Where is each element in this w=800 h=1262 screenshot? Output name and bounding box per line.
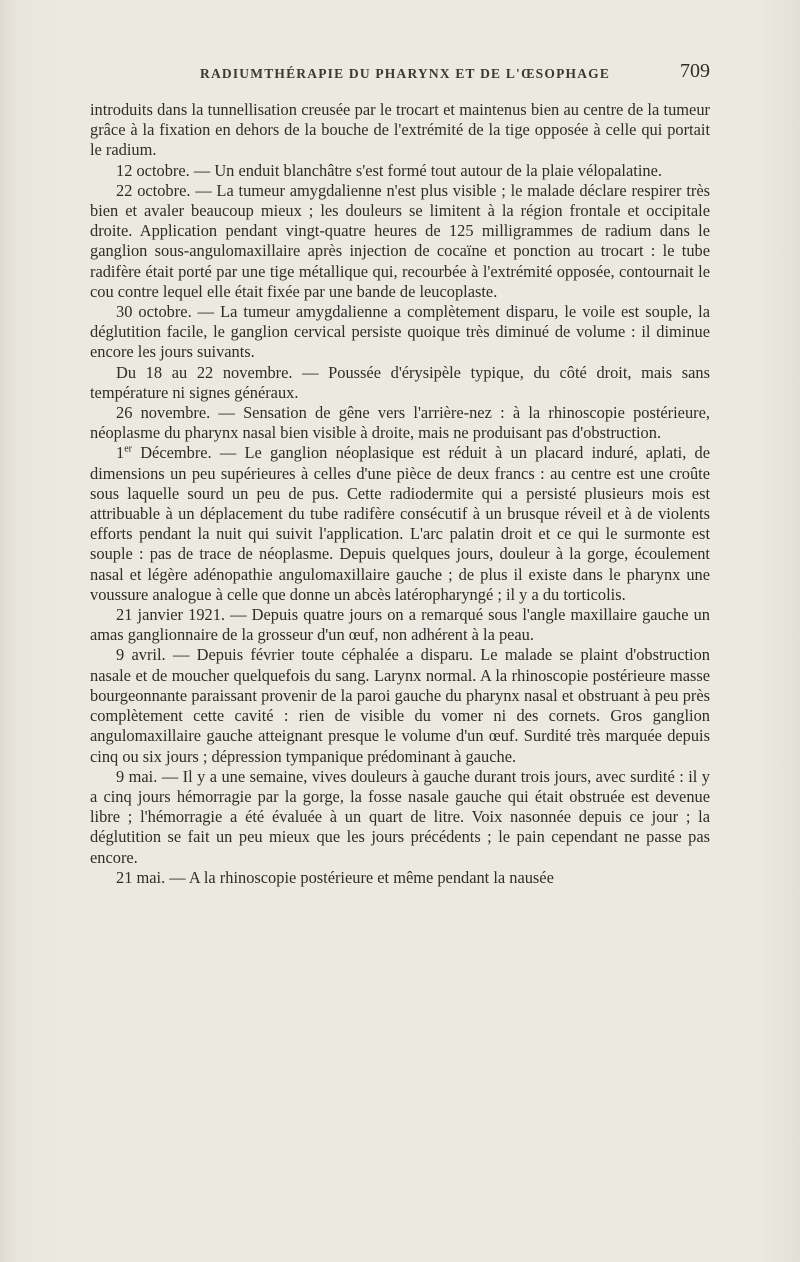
paragraph: Du 18 au 22 novembre. — Poussée d'érysipèle typique, du côté droit, mais sans température ni signes généraux. [90,362,710,402]
paragraph: 12 octobre. — Un enduit blanchâtre s'est formé tout autour de la plaie vélopalatine. [116,160,662,180]
paragraph: 21 janvier 1921. — Depuis quatre jours on a remarqué sous l'angle maxillaire gauche un amas ganglionnaire de la grosseur d'un œuf, non adhérent à la peau. [90,605,710,645]
paragraph: 30 octobre. — La tumeur amygdalienne a complètement disparu, le voile est souple, la déglutition facile, le ganglion cervical persiste quoique très diminué de volume : il diminue encore les jours suivants. [90,302,710,362]
page-number: 709 [680,60,710,82]
paragraph: 1er Décembre. — Le ganglion néoplasique est réduit à un placard induré, aplati, de dimensions un peu supérieures à celles d'une pièce de deux francs : au centre est une croûte sous laquelle sourd un peu de pus. Cette radiodermite qui a persisté plusieurs mois est attribuable à un déplacement du tube radifère consécutif à un brusque réveil et à de violents efforts pendant la nuit qui suivit l'application. L'arc palatin droit et ce qui le surmonte est souple : pas de trace de néoplasme. Depuis quelques jours, douleur à la gorge, écoulement nasal et légère adénopathie angulomaxillaire gauche ; de plus il existe dans le pharynx une voussure analogue à celle que donne un abcès latéropharyngé ; il y a du torticolis. [90,443,710,604]
paragraph: 21 mai. — A la rhinoscopie postérieure et même pendant la nausée [116,867,554,887]
paragraph: 9 mai. — Il y a une semaine, vives douleurs à gauche durant trois jours, avec surdité : il y a cinq jours hémorragie par la gorge, la fosse nasale gauche qui était obstruée est devenue libre ; l'hémorragie a été évaluée à un quart de litre. Voix nasonnée depuis ce jour ; la déglutition se fait un peu mieux que les jours précédents ; le pain cependant ne passe pas encore. [90,766,710,867]
paragraph: 26 novembre. — Sensation de gêne vers l'arrière-nez : à la rhinoscopie postérieure, néoplasme du pharynx nasal bien visible à droite, mais ne produisant pas d'obstruction. [90,403,710,443]
paragraph: introduits dans la tunnellisation creusée par le trocart et maintenus bien au centre de la tumeur grâce à la fixation en dehors de la bouche de l'extrémité de la tige opposée à celle qui portait le radium. [90,100,710,160]
body-text [90,100,710,888]
paragraph: 9 avril. — Depuis février toute céphalée a disparu. Le malade se plaint d'obstruction nasale et de moucher quelquefois du sang. Larynx normal. A la rhinoscopie postérieure masse bourgeonnante paraissant provenir de la paroi gauche du pharynx nasal et obstruant à peu près complètement cette cavité : rien de visible du vomer ni des cornets. Gros ganglion angulomaxillaire gauche atteignant presque le volume d'un œuf. Surdité très marquée depuis cinq ou six jours ; dépression tympanique prédominant à gauche. [90,645,710,766]
page-header [200,60,714,88]
running-head: RADIUMTHÉRAPIE DU PHARYNX ET DE L'ŒSOPHAGE [200,66,611,81]
paragraph: 22 octobre. — La tumeur amygdalienne n'est plus visible ; le malade déclare respirer très bien et avaler beaucoup mieux ; les douleurs se limitent à la région frontale et occipitale droite. Application pendant vingt-quatre heures de 125 milligrammes de radium dans le ganglion sous-angulomaxillaire après injection de cocaïne et ponction au trocart : le tube radifère était porté par une tige métallique qui, recourbée à l'extrémité opposée, contournait le cou contre lequel elle était fixée par une bande de leucoplaste. [90,180,710,301]
